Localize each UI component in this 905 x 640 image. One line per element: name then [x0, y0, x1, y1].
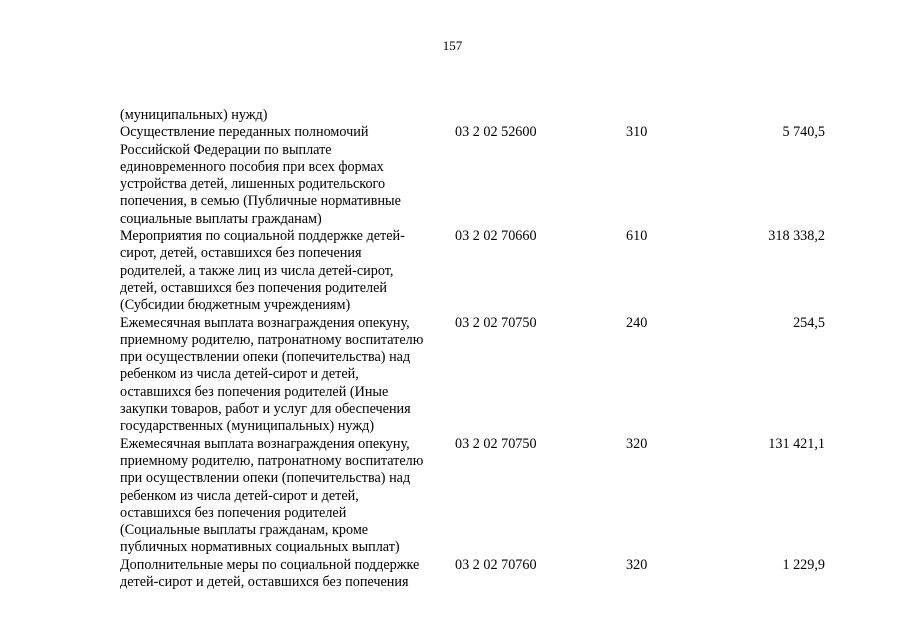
row-expense-type: 310 [626, 124, 648, 141]
description-line: закупки товаров, работ и услуг для обеспечения [120, 401, 411, 418]
description-line: устройства детей, лишенных родительского [120, 176, 386, 193]
description-line: оставшихся без попечения родителей [120, 504, 347, 521]
row-target-code: 03 2 02 70660 [455, 228, 537, 245]
description-line: ребенком из числа детей-сирот и детей, [120, 487, 359, 504]
row-expense-type: 320 [626, 435, 648, 452]
row-amount: 5 740,5 [782, 124, 825, 141]
description-line: Мероприятия по социальной поддержке детей- [120, 228, 405, 245]
description-line: Ежемесячная выплата вознаграждения опекуну, [120, 435, 410, 452]
description-line: оставшихся без попечения родителей (Иные [120, 383, 389, 400]
description-line: ребенком из числа детей-сирот и детей, [120, 366, 359, 383]
table-row [120, 124, 830, 228]
budget-table [120, 107, 830, 591]
row-description [120, 228, 452, 314]
description-line: сирот, детей, оставшихся без попечения [120, 245, 362, 262]
description-line: Дополнительные меры по социальной поддержке [120, 556, 420, 573]
row-amount: 131 421,1 [768, 435, 825, 452]
row-target-code: 03 2 02 70750 [455, 435, 537, 452]
row-target-code: 03 2 02 70760 [455, 556, 537, 573]
description-line: детей-сирот и детей, оставшихся без попечения [120, 574, 409, 591]
row-expense-type: 240 [626, 314, 648, 331]
description-line: единовременного пособия при всех формах [120, 158, 384, 175]
description-line: Осуществление переданных полномочий [120, 124, 369, 141]
description-line: приемному родителю, патронатному воспитателю [120, 331, 424, 348]
table-row [120, 557, 830, 592]
description-line: попечения, в семью (Публичные нормативные [120, 193, 401, 210]
row-amount: 1 229,9 [782, 556, 825, 573]
description-line: приемному родителю, патронатному воспитателю [120, 452, 424, 469]
row-amount: 318 338,2 [768, 228, 825, 245]
description-line: Российской Федерации по выплате [120, 141, 332, 158]
table-row [120, 315, 830, 436]
row-target-code: 03 2 02 52600 [455, 124, 537, 141]
description-line: социальные выплаты гражданам) [120, 210, 322, 227]
row-expense-type: 610 [626, 228, 648, 245]
description-line: (Субсидии бюджетным учреждениям) [120, 297, 351, 314]
row-description [120, 124, 452, 228]
row-expense-type: 320 [626, 556, 648, 573]
description-line: Ежемесячная выплата вознаграждения опекуну, [120, 314, 410, 331]
row-target-code: 03 2 02 70750 [455, 314, 537, 331]
row-description [120, 436, 452, 557]
description-line: государственных (муниципальных) нужд) [120, 418, 375, 435]
table-row [120, 228, 830, 314]
description-line: публичных нормативных социальных выплат) [120, 539, 400, 556]
page-number: 157 [442, 38, 463, 53]
row-description [120, 315, 452, 436]
description-line: детей, оставшихся без попечения родителей [120, 279, 388, 296]
description-line: при осуществлении опеки (попечительства) над [120, 470, 411, 487]
description-line: (Социальные выплаты гражданам, кроме [120, 522, 369, 539]
row-description [120, 557, 452, 592]
description-line: при осуществлении опеки (попечительства) над [120, 349, 411, 366]
row-amount: 254,5 [793, 314, 825, 331]
description-line: (муниципальных) нужд) [120, 107, 268, 123]
table-row [120, 436, 830, 557]
description-line: родителей, а также лиц из числа детей-сирот, [120, 262, 394, 279]
row-description [120, 107, 452, 124]
table-row [120, 107, 830, 124]
